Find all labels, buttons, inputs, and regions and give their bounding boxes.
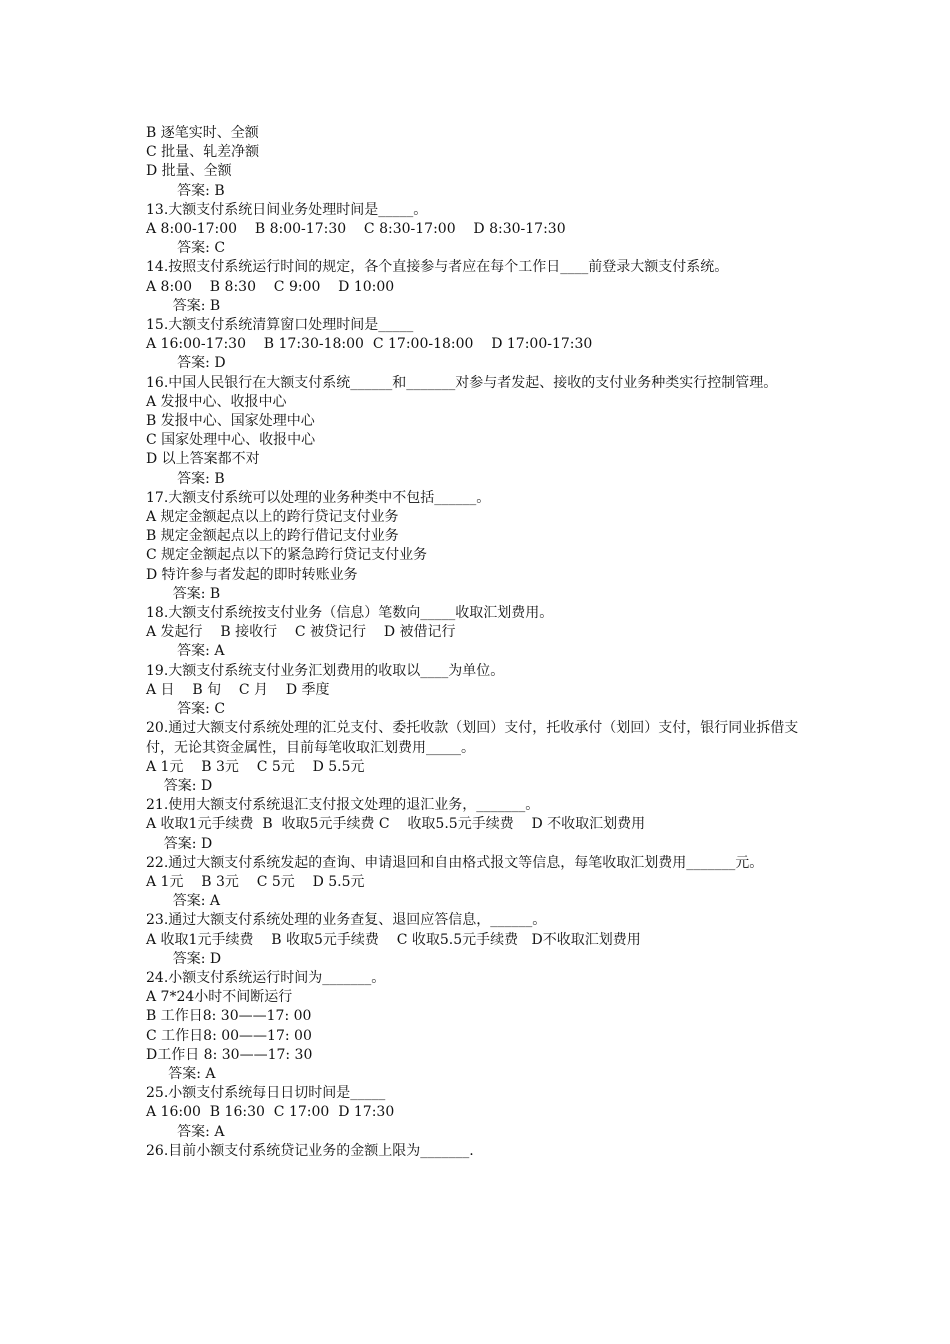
option-line: B 逐笔实时、全额	[146, 125, 259, 141]
answer-line: 答案: A	[146, 643, 225, 660]
option-line: A 8:00 B 8:30 C 9:00 D 10:00	[146, 278, 395, 295]
question-text: 18.大额支付系统按支付业务（信息）笔数向_____收取汇划费用。	[146, 605, 554, 622]
option-line: A 收取1元手续费 B 收取5元手续费 C 收取5.5元手续费 D不收取汇划费用	[146, 931, 641, 948]
option-line: A 收取1元手续费 B 收取5元手续费 C 收取5.5元手续费 D 不收取汇划费用	[146, 816, 646, 833]
option-line: A 16:00 B 16:30 C 17:00 D 17:30	[146, 1104, 395, 1121]
option-line: D 以上答案都不对	[146, 451, 260, 468]
question-text: 19.大额支付系统支付业务汇划费用的收取以____为单位。	[146, 662, 505, 679]
option-line: C 批量、轧差净额	[146, 144, 260, 161]
option-line: C 规定金额起点以下的紧急跨行贷记支付业务	[146, 547, 428, 564]
question-text: 21.使用大额支付系统退汇支付报文处理的退汇业务，_______。	[146, 797, 540, 814]
question-text: 22.通过大额支付系统发起的查询、申请退回和自由格式报文等信息，每笔收取汇划费用_______元。	[146, 854, 764, 871]
option-line: D 特许参与者发起的即时转账业务	[146, 566, 358, 583]
question-text: 23.通过大额支付系统处理的业务查复、退回应答信息，______。	[146, 912, 547, 929]
answer-line: 答案: B	[146, 585, 221, 602]
option-line: A 8:00-17:00 B 8:00-17:30 C 8:30-17:00 D 8:30-17:30	[146, 221, 566, 238]
document-page	[146, 124, 816, 1161]
option-line: B 发报中心、国家处理中心	[146, 413, 315, 430]
option-line: C 国家处理中心、收报中心	[146, 432, 316, 449]
option-line: D 批量、全额	[146, 163, 232, 180]
option-line: A 规定金额起点以上的跨行贷记支付业务	[146, 509, 399, 526]
answer-line: 答案: A	[146, 1065, 216, 1082]
question-text: 26.目前小额支付系统贷记业务的金额上限为_______.	[146, 1142, 474, 1159]
question-text: 16.中国人民银行在大额支付系统______和_______对参与者发起、接收的支付业务种类实行控制管理。	[146, 374, 778, 391]
option-line: A 1元 B 3元 C 5元 D 5.5元	[146, 873, 365, 890]
question-text: 14.按照支付系统运行时间的规定，各个直接参与者应在每个工作日____前登录大额支付系统。	[146, 259, 729, 276]
question-text: 15.大额支付系统清算窗口处理时间是_____	[146, 317, 414, 334]
question-text: 17.大额支付系统可以处理的业务种类中不包括______。	[146, 489, 491, 506]
answer-line: 答案: A	[146, 893, 220, 910]
option-line: B 规定金额起点以上的跨行借记支付业务	[146, 528, 399, 545]
answer-line: 答案: B	[146, 470, 225, 487]
option-line: A 发起行 B 接收行 C 被贷记行 D 被借记行	[146, 624, 456, 641]
option-line: C 工作日8: 00——17: 00	[146, 1027, 312, 1044]
option-line: B 工作日8: 30——17: 00	[146, 1008, 312, 1025]
answer-line: 答案: D	[146, 950, 222, 967]
option-line: A 发报中心、收报中心	[146, 393, 287, 410]
answer-line: 答案: B	[146, 182, 225, 199]
answer-line: 答案: B	[146, 297, 221, 314]
answer-line: 答案: D	[146, 355, 226, 372]
option-line: D工作日 8: 30——17: 30	[146, 1046, 313, 1063]
question-text: 13.大额支付系统日间业务处理时间是_____。	[146, 201, 428, 218]
answer-line: 答案: D	[146, 777, 213, 794]
option-line: A 日 B 旬 C 月 D 季度	[146, 681, 330, 698]
question-text: 24.小额支付系统运行时间为_______。	[146, 969, 386, 986]
question-text: 25.小额支付系统每日日切时间是_____	[146, 1085, 386, 1102]
option-line: A 16:00-17:30 B 17:30-18:00 C 17:00-18:00 D 17:00-17:30	[146, 336, 593, 353]
answer-line: 答案: C	[146, 240, 226, 257]
option-line: A 1元 B 3元 C 5元 D 5.5元	[146, 758, 365, 775]
question-text: 20.通过大额支付系统处理的汇兑支付、委托收款（划回）支付，托收承付（划回）支付，银行同业拆借支付，无论其资金属性，目前每笔收取汇划费用_____。	[146, 720, 799, 756]
answer-line: 答案: A	[146, 1123, 225, 1140]
option-line: A 7*24小时不间断运行	[146, 989, 293, 1006]
answer-line: 答案: C	[146, 701, 226, 718]
answer-line: 答案: D	[146, 835, 213, 852]
